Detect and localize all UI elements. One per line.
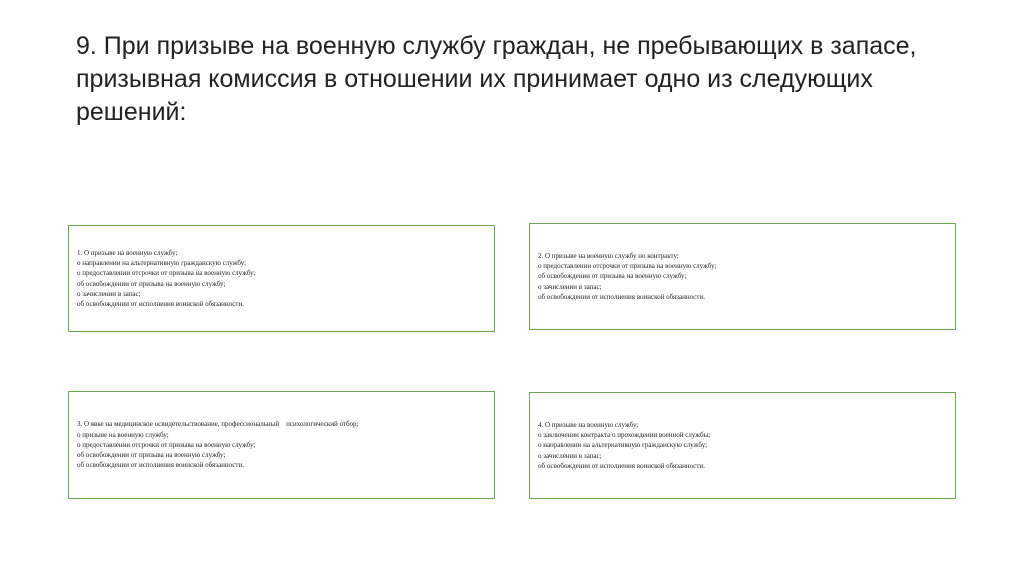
option-lines — [69, 419, 494, 470]
option-line: о заключении контракта о прохождении военной службы; — [538, 431, 711, 440]
option-box-2 — [529, 223, 956, 330]
option-line: о предоставлении отсрочки от призыва на военную службу; — [77, 269, 256, 278]
option-line: о призыве на военную службу; — [77, 430, 169, 439]
option-lines — [530, 251, 955, 302]
option-line: 3. О явке на медицинское освидетельствование, профессиональный психологический отбор; — [77, 420, 359, 429]
option-box-1 — [68, 225, 495, 332]
option-line: о предоставлении отсрочки от призыва на военную службу; — [538, 262, 717, 271]
option-line: об освобождении от призыва на военную службу; — [77, 279, 226, 288]
option-line: о предоставлении отсрочки от призыва на военную службу; — [77, 440, 256, 449]
option-line: об освобождении от призыва на военную службу; — [77, 451, 226, 460]
option-line: об освобождении от исполнения воинской обязанности. — [77, 300, 244, 309]
option-line: 1. О призыве на военную службу; — [77, 248, 178, 257]
option-line: о зачислении в запас; — [77, 289, 141, 298]
option-box-4 — [529, 392, 956, 499]
option-box-3 — [68, 391, 495, 499]
option-line: об освобождении от исполнения воинской обязанности. — [538, 292, 705, 301]
option-line: о направлении на альтернативную гражданскую службу; — [538, 441, 708, 450]
option-line: 4. О призыве на военную службу; — [538, 420, 639, 429]
option-line: о зачислении в запас; — [538, 282, 602, 291]
option-lines — [530, 420, 955, 471]
slide-title: 9. При призыве на военную службу граждан, не пребывающих в запасе, призывная комиссия в отношении их принимает одно из следующих решений: — [76, 32, 917, 126]
option-line: об освобождении от исполнения воинской обязанности. — [538, 461, 705, 470]
option-line: о направлении на альтернативную гражданскую службу; — [77, 258, 247, 267]
option-line: об освобождении от исполнения воинской обязанности. — [77, 461, 244, 470]
option-line: 2. О призыве на военную службу по контракту; — [538, 251, 679, 260]
option-lines — [69, 248, 494, 310]
option-line: о зачислении в запас; — [538, 451, 602, 460]
option-line: об освобождении от призыва на военную службу; — [538, 272, 687, 281]
